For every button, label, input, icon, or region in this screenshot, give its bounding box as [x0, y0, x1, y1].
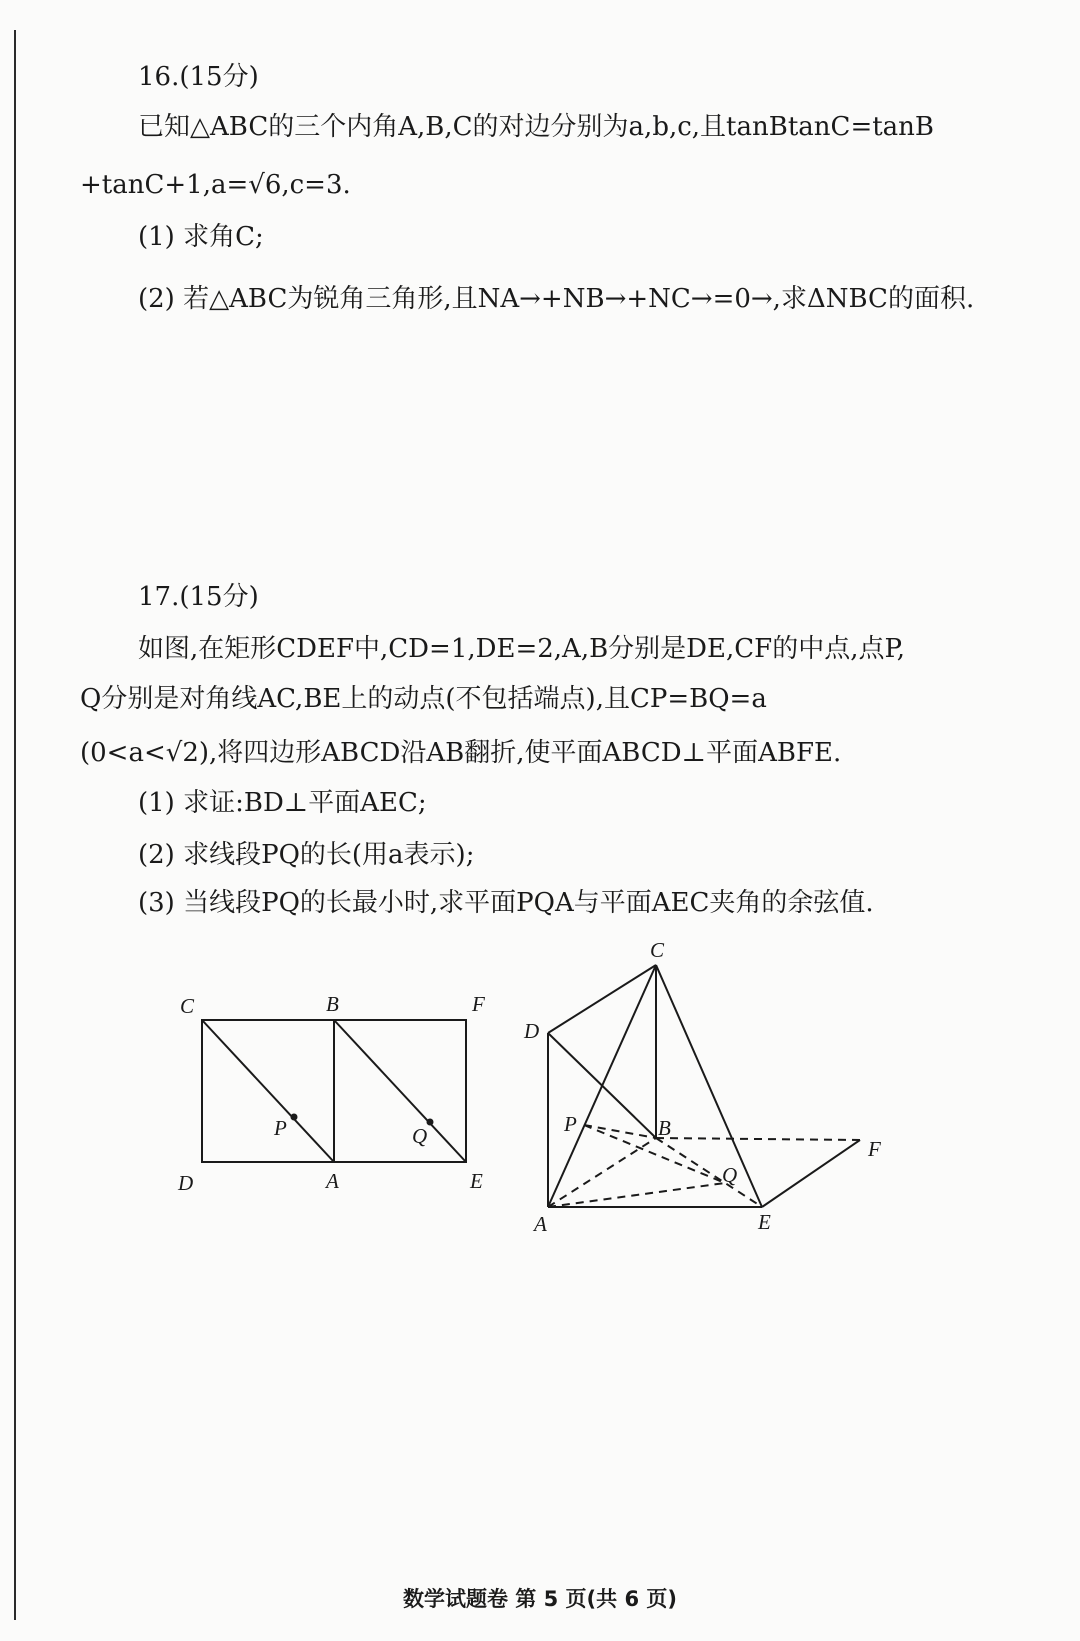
q16-header: 16.(15分): [138, 62, 259, 92]
label-q: Q: [412, 1124, 428, 1148]
label-p: P: [274, 1116, 287, 1140]
edge-ef: [762, 1140, 860, 1207]
q17-part1: (1) 求证:BD⊥平面AEC;: [138, 788, 427, 818]
q17-part2: (2) 求线段PQ的长(用a表示);: [138, 840, 475, 870]
label-e: E: [758, 1210, 771, 1234]
label-b: B: [658, 1116, 671, 1140]
figure-folded-solid: [520, 935, 920, 1245]
label-d: D: [524, 1019, 540, 1043]
page-margin-rule: [14, 30, 16, 1620]
label-f: F: [472, 992, 485, 1016]
segment-pq: [584, 1125, 725, 1183]
label-f: F: [868, 1137, 881, 1161]
q17-stem-line1: 如图,在矩形CDEF中,CD=1,DE=2,A,B分别是DE,CF的中点,点P,: [138, 634, 905, 664]
label-c: C: [180, 994, 195, 1018]
diagonal-be: [334, 1020, 466, 1162]
q17-stem-line3: (0<a<√2),将四边形ABCD沿AB翻折,使平面ABCD⊥平面ABFE.: [80, 738, 842, 768]
q16-stem-line1: 已知△ABC的三个内角A,B,C的对边分别为a,b,c,且tanBtanC=tanB: [138, 112, 935, 142]
figure-flat-rectangle: [170, 985, 510, 1205]
label-a: A: [326, 1169, 339, 1193]
page-footer: 数学试题卷 第 5 页(共 6 页): [403, 1587, 677, 1611]
q16-stem-line2: +tanC+1,a=√6,c=3.: [80, 170, 351, 200]
point-p: [291, 1114, 298, 1121]
label-c: C: [650, 938, 665, 962]
segment-aq: [548, 1183, 725, 1207]
q17-part3: (3) 当线段PQ的长最小时,求平面PQA与平面AEC夹角的余弦值.: [138, 888, 874, 918]
label-d: D: [178, 1171, 194, 1195]
label-q: Q: [722, 1163, 738, 1187]
q16-part1: (1) 求角C;: [138, 222, 264, 252]
edge-ce: [656, 965, 762, 1207]
edge-ca: [548, 965, 656, 1207]
edge-bf: [656, 1138, 860, 1140]
label-e: E: [470, 1169, 483, 1193]
label-a: A: [534, 1212, 547, 1236]
q17-stem-line2: Q分别是对角线AC,BE上的动点(不包括端点),且CP=BQ=a: [80, 684, 767, 714]
label-b: B: [326, 992, 339, 1016]
q17-header: 17.(15分): [138, 582, 259, 612]
diagonal-ca: [202, 1020, 334, 1162]
point-q: [427, 1119, 434, 1126]
label-p: P: [564, 1112, 577, 1136]
q16-part2: (2) 若△ABC为锐角三角形,且NA→+NB→+NC→=0→,求ΔNBC的面积.: [138, 284, 975, 314]
